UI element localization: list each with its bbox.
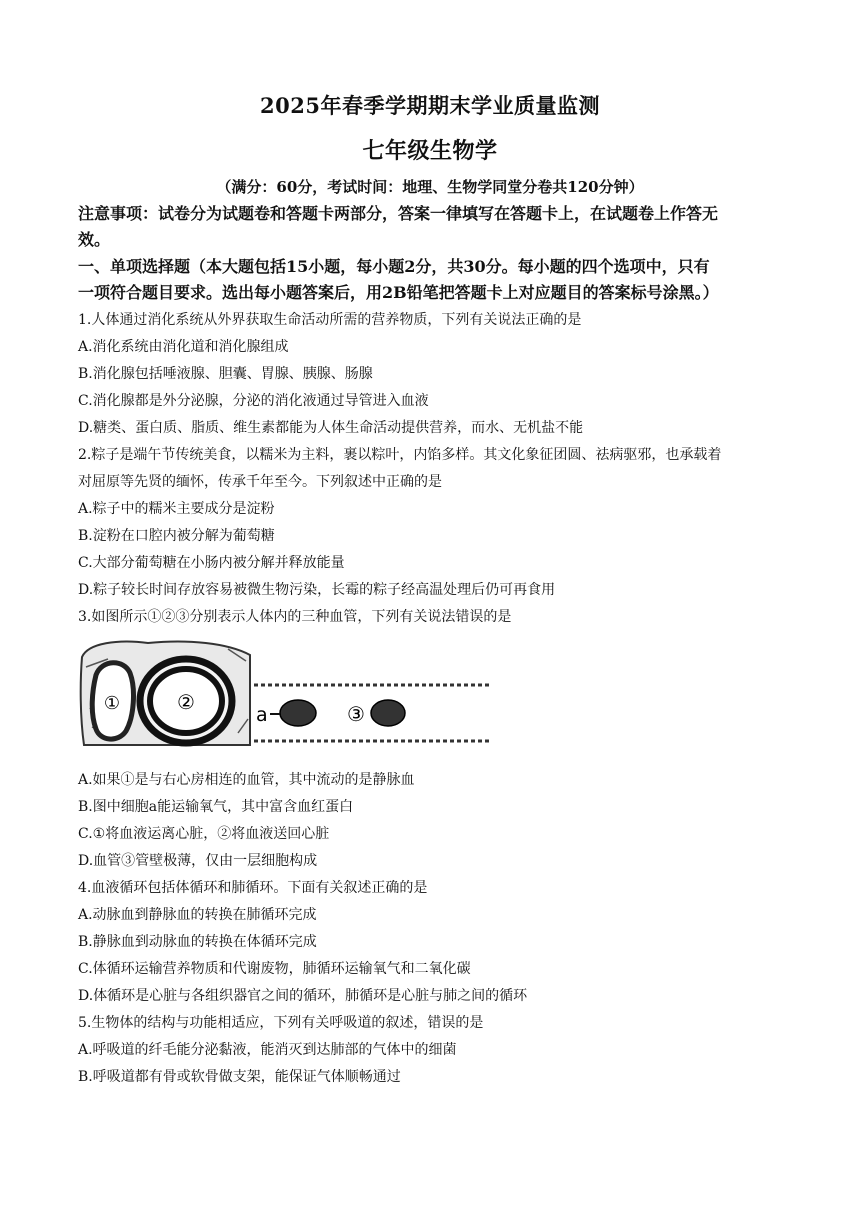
label-vessel-2: ② xyxy=(177,690,195,714)
question-1-option-d: D.糖类、蛋白质、脂质、维生素都能为人体生命活动提供营养，而水、无机盐不能 xyxy=(78,420,584,436)
blood-vessel-diagram xyxy=(78,637,492,749)
subject-title: 七年级生物学 xyxy=(362,138,498,164)
label-vessel-3: ③ xyxy=(347,702,365,726)
notice-line-1: 注意事项：试卷分为试题卷和答题卡两部分，答案一律填写在答题卡上，在试题卷上作答无 xyxy=(78,204,719,223)
section-heading-line-2: 一项符合题目要求。选出每小题答案后，用2B铅笔把答题卡上对应题目的答案标号涂黑。） xyxy=(78,283,719,302)
question-3-option-b: B.图中细胞a能运输氧气，其中富含血红蛋白 xyxy=(78,799,354,815)
question-3-option-a: A.如果①是与右心房相连的血管，其中流动的是静脉血 xyxy=(78,772,415,788)
question-4-option-a: A.动脉血到静脉血的转换在肺循环完成 xyxy=(78,907,317,923)
exam-info: （满分：60分，考试时间：地理、生物学同堂分卷共120分钟） xyxy=(216,178,644,196)
question-1-option-b: B.消化腺包括唾液腺、胆囊、胃腺、胰腺、肠腺 xyxy=(78,366,373,382)
blood-vessel-figure xyxy=(78,637,492,749)
exam-title: 2025年春季学期期末学业质量监测 xyxy=(260,93,600,118)
question-2-option-a: A.粽子中的糯米主要成分是淀粉 xyxy=(78,501,275,517)
question-3-stem: 3.如图所示①②③分别表示人体内的三种血管，下列有关说法错误的是 xyxy=(78,609,512,625)
red-blood-cell-a xyxy=(280,700,316,726)
question-2-option-b: B.淀粉在口腔内被分解为葡萄糖 xyxy=(78,528,275,544)
question-1-stem: 1.人体通过消化系统从外界获取生命活动所需的营养物质，下列有关说法正确的是 xyxy=(78,312,582,328)
question-4-option-c: C.体循环运输营养物质和代谢废物，肺循环运输氧气和二氧化碳 xyxy=(78,961,471,977)
question-5-option-b: B.呼吸道都有骨或软骨做支架，能保证气体顺畅通过 xyxy=(78,1069,401,1085)
question-2-option-c: C.大部分葡萄糖在小肠内被分解并释放能量 xyxy=(78,555,345,571)
section-heading-line-1: 一、单项选择题（本大题包括15小题，每小题2分，共30分。每小题的四个选项中，只有 xyxy=(78,257,710,276)
question-1-option-a: A.消化系统由消化道和消化腺组成 xyxy=(78,339,289,355)
red-blood-cell-2 xyxy=(371,700,405,726)
question-2-option-d: D.粽子较长时间存放容易被微生物污染，长霉的粽子经高温处理后仍可再食用 xyxy=(78,582,556,598)
label-cell-a: a xyxy=(256,704,268,726)
question-2-stem-line-1: 2.粽子是端午节传统美食，以糯米为主料，裹以粽叶，内馅多样。其文化象征团圆、祛病驱邪，也承载着 xyxy=(78,447,722,463)
question-2-stem-line-2: 对屈原等先贤的缅怀，传承千年至今。下列叙述中正确的是 xyxy=(78,474,442,490)
question-5-stem: 5.生物体的结构与功能相适应，下列有关呼吸道的叙述，错误的是 xyxy=(78,1015,484,1031)
notice-line-2: 效。 xyxy=(78,230,111,249)
question-4-stem: 4.血液循环包括体循环和肺循环。下面有关叙述正确的是 xyxy=(78,880,428,896)
question-5-option-a: A.呼吸道的纤毛能分泌黏液，能消灭到达肺部的气体中的细菌 xyxy=(78,1042,457,1058)
question-1-option-c: C.消化腺都是外分泌腺，分泌的消化液通过导管进入血液 xyxy=(78,393,429,409)
label-vessel-1: ① xyxy=(103,693,121,714)
question-4-option-b: B.静脉血到动脉血的转换在体循环完成 xyxy=(78,934,317,950)
question-3-option-d: D.血管③管壁极薄，仅由一层细胞构成 xyxy=(78,853,318,869)
question-4-option-d: D.体循环是心脏与各组织器官之间的循环，肺循环是心脏与肺之间的循环 xyxy=(78,988,528,1004)
question-3-option-c: C.①将血液运离心脏，②将血液送回心脏 xyxy=(78,826,330,842)
